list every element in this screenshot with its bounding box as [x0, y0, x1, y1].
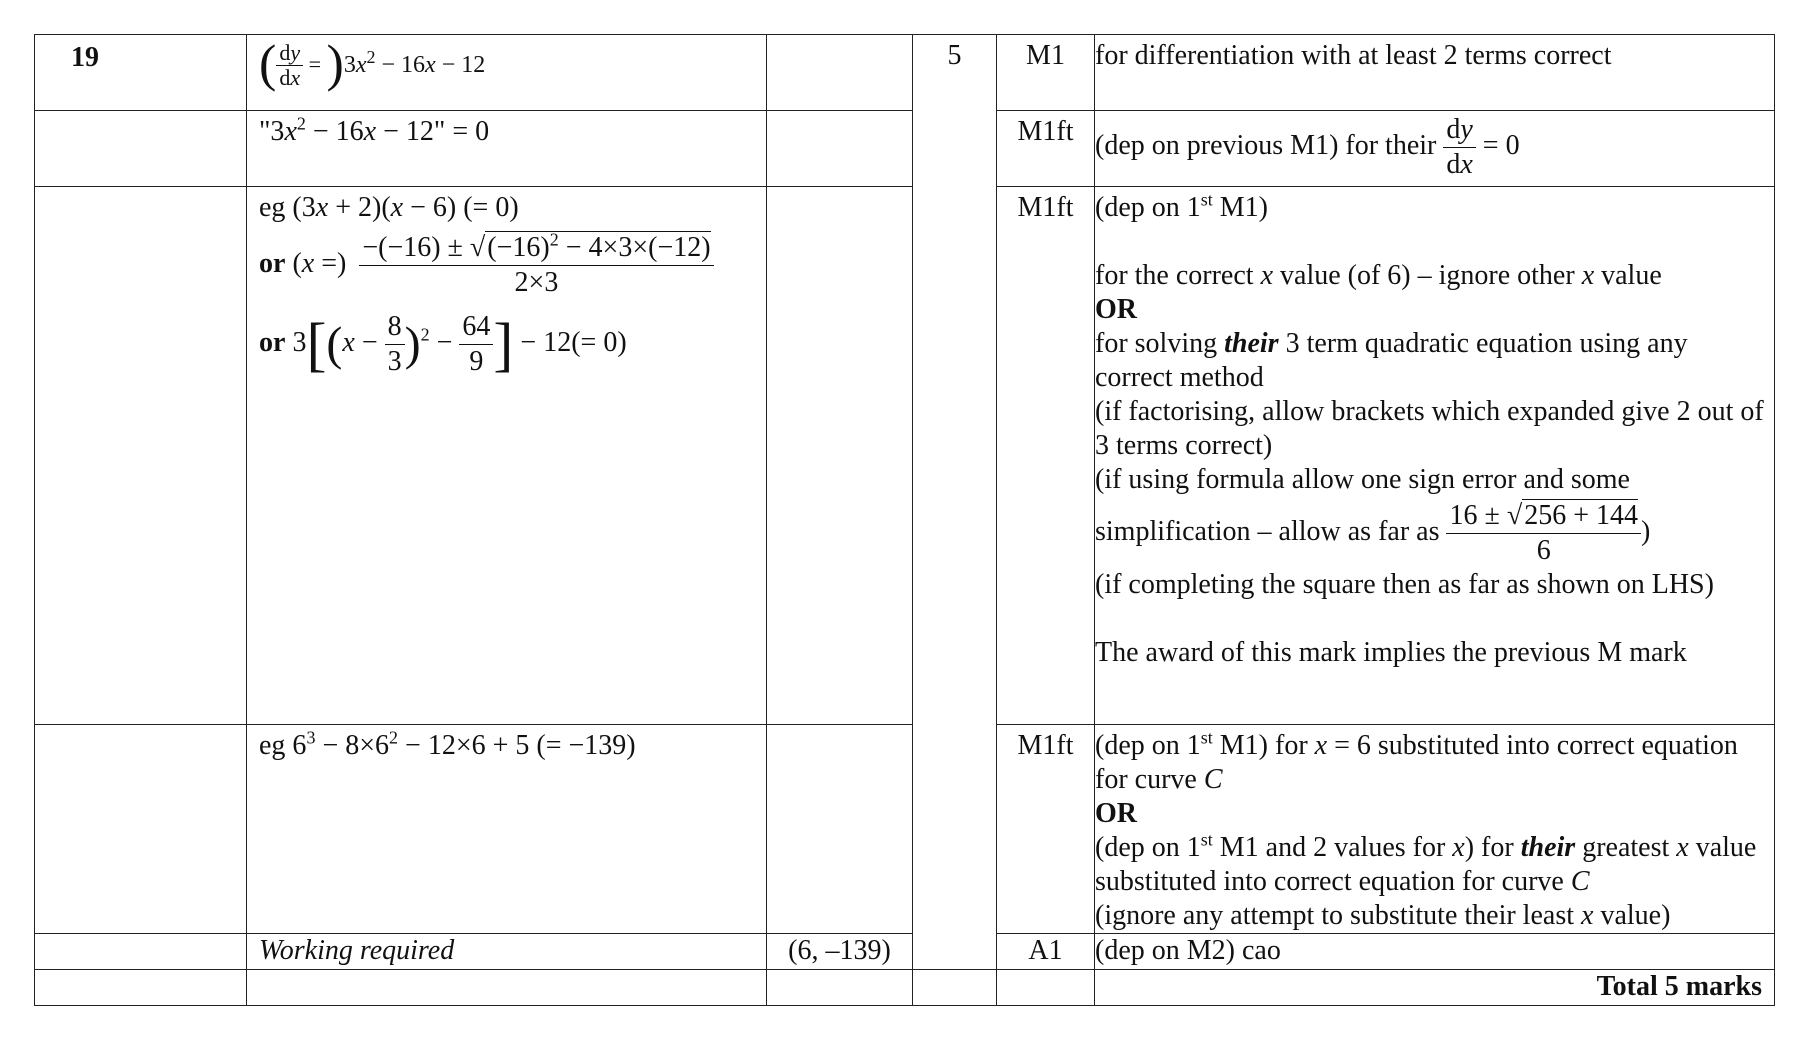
working-formula: or (x =) $\frac{-(-16) \pm √(-16)^2 - 4\times 3\times(-12)}{2\times 3}$	[259, 231, 754, 300]
table-row	[35, 934, 1775, 970]
answer-cell	[767, 187, 913, 725]
guidance-note: (dep on 1st M1) for the correct x value (of 6) – ignore other x value OR for solving their 3 term quadratic equation using any correct method (if factorising, allow brackets which expanded give 2 out of 3 terms correct) (if using formula allow one sign error and some simplification – allow as far as $\frac{16 \pm √256 + 144}{6}$ ) (if completing the square then as far as shown on LHS) The award of this mark implies the previous M mark	[1095, 187, 1775, 725]
guidance-note: (dep on 1st M1) for x = 6 substituted into correct equation for curve C OR (dep on 1st M1 and 2 values for x) for their greatest x value substituted into correct equation for curve C (ignore any attempt to substitute their least x value)	[1095, 725, 1775, 934]
table-row	[35, 111, 1775, 187]
working-derivative: ( $\frac{dy}{dx}$ = )$3x^2 - 16x - 12$	[259, 36, 486, 93]
table-row	[35, 970, 1775, 1006]
working-cell	[247, 35, 767, 111]
question-cell	[35, 111, 247, 187]
working-cell	[247, 111, 767, 187]
total-marks: Total 5 marks	[1095, 970, 1775, 1006]
mark-code: M1ft	[997, 725, 1095, 934]
guidance-note: for differentiation with at least 2 terms correct	[1095, 35, 1775, 111]
question-cell	[35, 187, 247, 725]
working-cell	[247, 187, 767, 725]
question-cell	[35, 934, 247, 970]
mark-scheme-table	[34, 34, 1775, 1006]
working-factorisation: eg (3x + 2)(x − 6) (= 0)	[259, 192, 519, 223]
working-equation: "$3x^2 - 16x - 12$" = 0	[259, 113, 490, 147]
table-row	[35, 35, 1775, 111]
mark-code: M1ft	[997, 187, 1095, 725]
final-answer: (6, –139)	[767, 934, 913, 970]
dy-dx-fraction: $\frac{dy}{dx}$	[1443, 113, 1475, 182]
working-cell	[247, 725, 767, 934]
working-completing-square: or 3[(x − $\frac{8}{3}$ )$^2$ − $\frac{64}{9}$ ] − 12(= 0)	[259, 311, 627, 378]
mark-code: A1	[997, 934, 1095, 970]
answer-cell	[767, 35, 913, 111]
question-cell	[35, 725, 247, 934]
mark-code: M1ft	[997, 111, 1095, 187]
question-number: 19	[35, 35, 247, 111]
table-row	[35, 187, 1775, 725]
table-row	[35, 725, 1775, 934]
guidance-note: (dep on previous M1) for their $\frac{dy}{dx}$ = 0	[1095, 111, 1775, 187]
mark-code: M1	[997, 35, 1095, 111]
working-substitution: eg $6^3 - 8\times 6^2 - 12\times 6 + 5$ (= −139)	[259, 727, 636, 761]
marks-cell: 5	[913, 35, 997, 970]
working-required: Working required	[247, 934, 767, 970]
guidance-note: (dep on M2) cao	[1095, 934, 1775, 970]
answer-cell	[767, 725, 913, 934]
answer-cell	[767, 111, 913, 187]
